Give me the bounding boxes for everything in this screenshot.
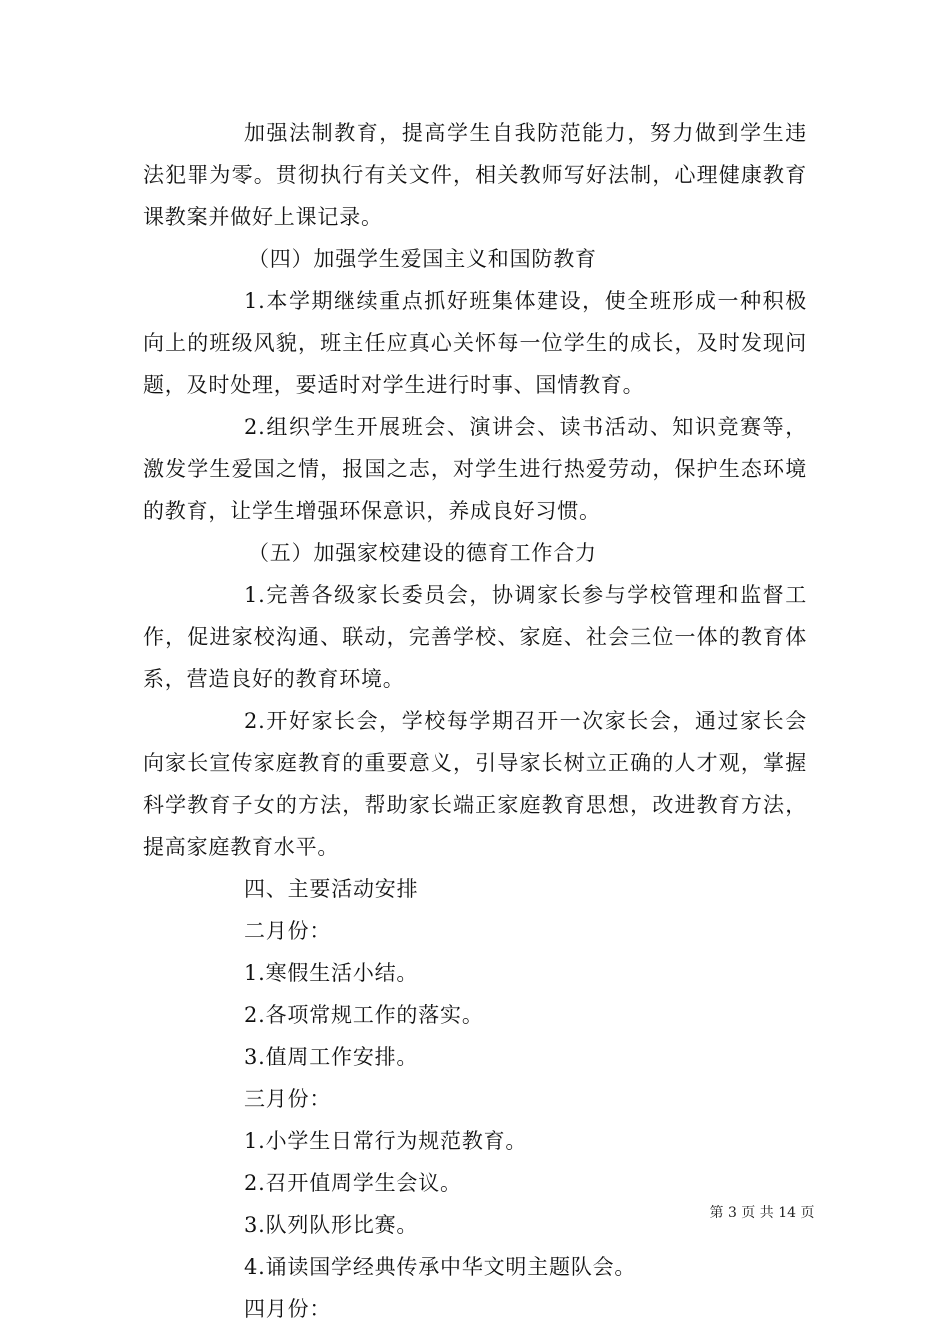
paragraph-class-building: 1.本学期继续重点抓好班集体建设，使全班形成一种积极向上的班级风貌，班主任应真心关怀每一位学生的成长，及时发现问题，及时处理，要适时对学生进行时事、国情教育。 (143, 289, 807, 397)
list-item: 3.值周工作安排。 (244, 1045, 419, 1069)
section-heading-patriotism: （四）加强学生爱国主义和国防教育 (248, 247, 597, 271)
list-item: 2.召开值周学生会议。 (244, 1171, 462, 1195)
month-label-april: 四月份： (244, 1297, 332, 1321)
list-item: 3.队列队形比赛。 (244, 1213, 419, 1237)
paragraph-class-activities: 2.组织学生开展班会、演讲会、读书活动、知识竞赛等，激发学生爱国之情，报国之志，对学生进行热爱劳动，保护生态环境的教育，让学生增强环保意识，养成良好习惯。 (143, 415, 807, 523)
list-item: 1.寒假生活小结。 (244, 961, 419, 985)
paragraph-parent-committee: 1.完善各级家长委员会，协调家长参与学校管理和监督工作，促进家校沟通、联动，完善学校、家庭、社会三位一体的教育体系，营造良好的教育环境。 (143, 583, 807, 691)
month-label-february: 二月份： (244, 919, 332, 943)
paragraph-parent-meeting: 2.开好家长会，学校每学期召开一次家长会，通过家长会向家长宣传家庭教育的重要意义，引导家长树立正确的人才观，掌握科学教育子女的方法，帮助家长端正家庭教育思想，改进教育方法，提高家庭教育水平。 (143, 709, 807, 859)
month-label-march: 三月份： (244, 1087, 332, 1111)
document-body (143, 112, 807, 1330)
list-item: 1.小学生日常行为规范教育。 (244, 1129, 528, 1153)
paragraph-legal-education: 加强法制教育，提高学生自我防范能力，努力做到学生违法犯罪为零。贯彻执行有关文件，相关教师写好法制，心理健康教育课教案并做好上课记录。 (143, 121, 807, 229)
page-footer (0, 1202, 950, 1222)
list-item: 2.各项常规工作的落实。 (244, 1003, 484, 1027)
list-item: 4.诵读国学经典传承中华文明主题队会。 (244, 1255, 637, 1279)
page-number-label: 第 3 页 共 14 页 (709, 1205, 815, 1221)
section-heading-activities: 四、主要活动安排 (244, 877, 419, 901)
section-heading-home-school: （五）加强家校建设的德育工作合力 (248, 541, 597, 565)
